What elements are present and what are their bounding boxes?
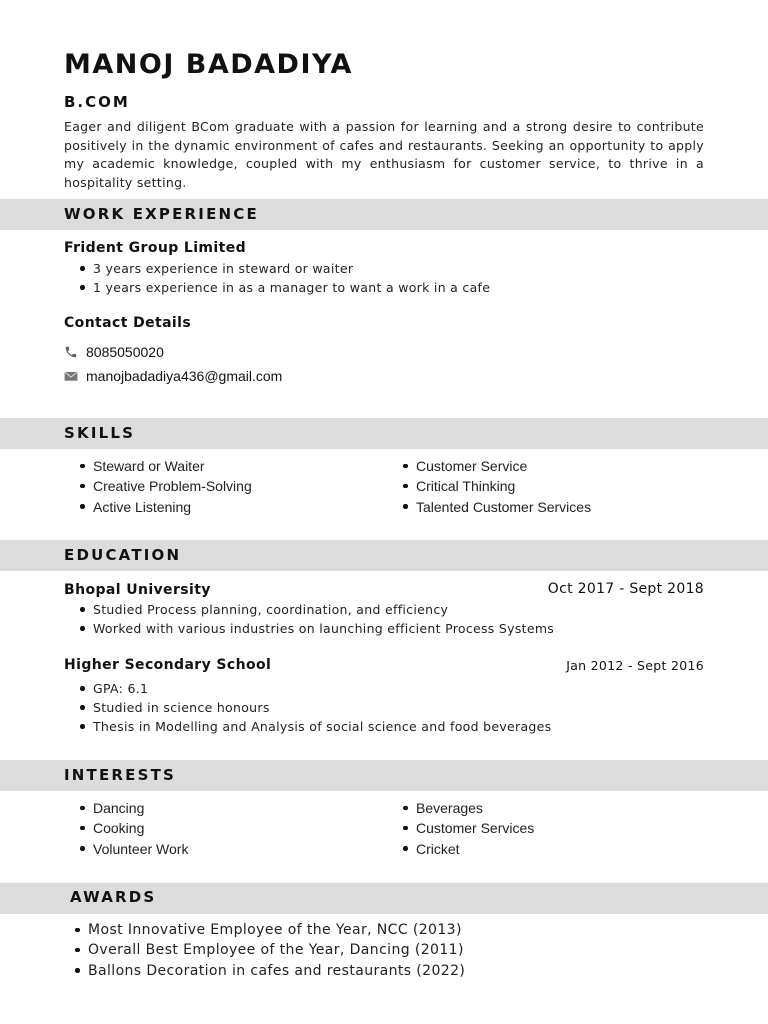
list-item: Studied Process planning, coordination, and efficiency: [78, 600, 554, 619]
phone-number: 8085050020: [86, 344, 164, 360]
degree-title: B.COM: [64, 93, 130, 111]
skill-item: Customer Service: [401, 456, 591, 476]
interest-item: Volunteer Work: [78, 839, 188, 859]
award-item: Ballons Decoration in cafes and restaurants (2022): [73, 961, 465, 981]
school-dates: Jan 2012 - Sept 2016: [566, 658, 704, 673]
list-item: 1 years experience in as a manager to want a work in a cafe: [78, 278, 490, 297]
envelope-icon: [64, 370, 78, 382]
education-heading: EDUCATION: [64, 546, 182, 564]
interests-list-left: [78, 798, 188, 859]
interest-item: Cooking: [78, 818, 188, 838]
skill-item: Talented Customer Services: [401, 497, 591, 517]
list-item: 3 years experience in steward or waiter: [78, 259, 490, 278]
list-item: Worked with various industries on launching efficient Process Systems: [78, 619, 554, 638]
contact-heading: Contact Details: [64, 315, 192, 331]
phone-icon: [64, 345, 78, 359]
skill-item: Creative Problem-Solving: [78, 476, 252, 496]
skill-item: Critical Thinking: [401, 476, 591, 496]
skills-list-right: [401, 456, 591, 517]
school-dates: Oct 2017 - Sept 2018: [547, 581, 704, 597]
awards-list: [73, 920, 465, 981]
list-item: Studied in science honours: [78, 698, 551, 717]
skill-item: Active Listening: [78, 497, 252, 517]
profile-summary: Eager and diligent BCom graduate with a passion for learning and a strong desire to contribute positively in the dynamic environment of cafes and restaurants. Seeking an opportunity to apply my academic knowledge, coupled with my enthusiasm for customer service, to thrive in a hospitality setting.: [64, 119, 704, 190]
candidate-name: MANOJ BADADIYA: [64, 49, 353, 80]
interest-item: Dancing: [78, 798, 188, 818]
school-name: Bhopal University: [64, 582, 211, 598]
interests-heading: INTERESTS: [64, 766, 177, 784]
company-name: Frident Group Limited: [64, 240, 247, 256]
work-points-list: [78, 259, 490, 297]
award-item: Overall Best Employee of the Year, Dancing (2011): [73, 940, 465, 960]
phone-row: [64, 344, 164, 360]
work-experience-heading: WORK EXPERIENCE: [64, 205, 259, 223]
school-points-list: [78, 679, 551, 736]
interest-item: Customer Services: [401, 818, 534, 838]
list-item: Thesis in Modelling and Analysis of social science and food beverages: [78, 717, 551, 736]
interest-item: Beverages: [401, 798, 534, 818]
interest-item: Cricket: [401, 839, 534, 859]
school-points-list: [78, 600, 554, 638]
list-item: GPA: 6.1: [78, 679, 551, 698]
award-item: Most Innovative Employee of the Year, NCC (2013): [73, 920, 465, 940]
school-name: Higher Secondary School: [64, 657, 272, 673]
skills-heading: SKILLS: [64, 424, 136, 442]
interests-list-right: [401, 798, 534, 859]
skills-list-left: [78, 456, 252, 517]
email-row: [64, 368, 282, 384]
email-address: manojbadadiya436@gmail.com: [86, 368, 283, 384]
skill-item: Steward or Waiter: [78, 456, 252, 476]
awards-heading: AWARDS: [70, 888, 157, 906]
